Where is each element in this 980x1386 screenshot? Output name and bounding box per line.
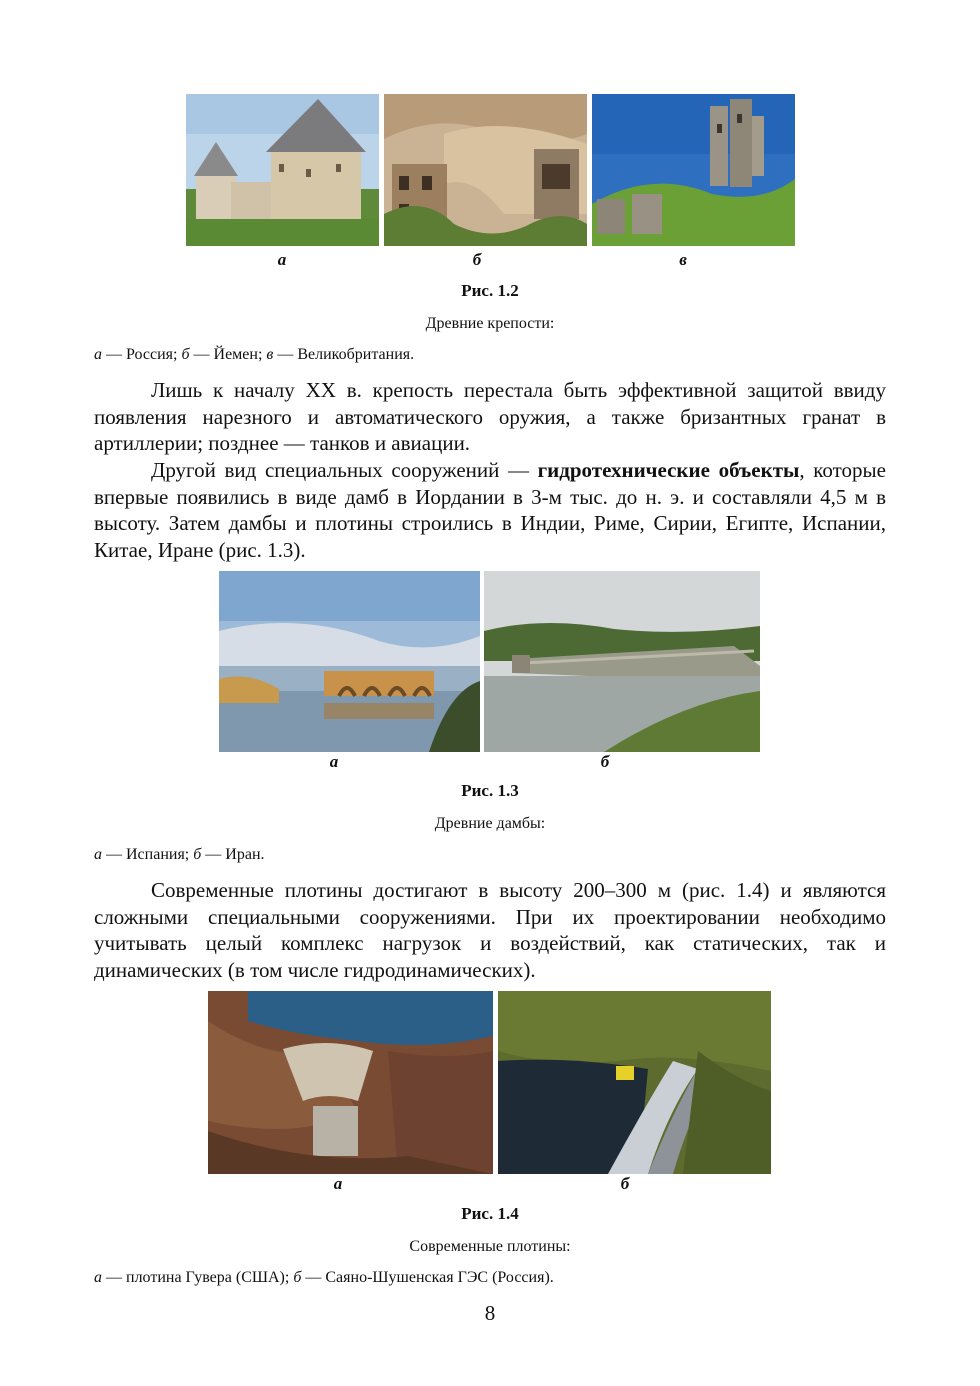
paragraph-1: Лишь к началу XX в. крепость перестала быть эффективной защитой ввиду появления нарезного и автоматического оружия, а также бризантных гранат в артиллерии; позднее — танков и авиации.: [94, 378, 886, 456]
paragraph-2-end: , которые впервые появились в виде дамб в Иордании в 3-м тыс. до н. э. и составляли 4,5 м в высоту. Затем дамбы и плотины строились в Индии, Риме, Сирии, Египте, Испании, Китае, Иране (рис. 1.3).: [94, 458, 886, 563]
paragraph-3: Современные плотины достигают в высоту 200–300 м (рис. 1.4) и являются сложными специальными сооружениями. При их проектировании необходимо учитывать целый комплекс нагрузок и воздействий, как статических, так и динамических (в том числе гидродинамических).: [94, 878, 886, 983]
legend-text: — Россия;: [102, 346, 182, 363]
legend-letter: а: [94, 846, 102, 863]
legend-text: — Иран.: [201, 846, 265, 863]
paragraph-2-start: Другой вид специальных сооружений —: [151, 458, 538, 482]
legend-text: — Испания;: [102, 846, 194, 863]
figure-1-3-legend: [94, 846, 265, 864]
photo-ancient-dam-spain: [219, 571, 480, 752]
figure-1-3-label-a: а: [329, 752, 339, 771]
figure-1-2-legend: [94, 346, 414, 364]
legend-letter: б: [193, 846, 202, 863]
figure-1-4-caption: Современные плотины:: [409, 1238, 571, 1255]
figure-1-2-label-b: б: [472, 250, 482, 269]
figure-1-2-label-a: а: [277, 250, 287, 269]
legend-letter: а: [94, 346, 102, 363]
legend-letter: в: [266, 346, 274, 363]
figure-1-4-label-b: б: [620, 1174, 630, 1193]
figure-1-2-title: Рис. 1.2: [461, 281, 519, 300]
figure-1-3-title: Рис. 1.3: [461, 781, 519, 800]
legend-letter: а: [94, 1269, 102, 1286]
figure-1-4-title: Рис. 1.4: [461, 1204, 519, 1223]
figure-1-2-label-v: в: [679, 250, 687, 269]
legend-text: — плотина Гувера (США);: [102, 1269, 294, 1286]
figure-1-3-caption: Древние дамбы:: [434, 815, 546, 832]
figure-1-4-label-a: а: [333, 1174, 343, 1193]
paragraph-2-term: гидротехнические объекты: [537, 458, 800, 482]
figure-1-4-legend: [94, 1269, 554, 1287]
figure-1-2-caption: Древние крепости:: [425, 315, 555, 332]
legend-letter: б: [293, 1269, 302, 1286]
photo-hoover-dam: [208, 991, 493, 1174]
legend-text: — Саяно-Шушенская ГЭС (Россия).: [301, 1269, 554, 1286]
legend-text: — Великобритания.: [273, 346, 415, 363]
paragraph-2: [94, 457, 886, 564]
figure-1-3-label-b: б: [600, 752, 610, 771]
photo-castle-great-britain: [592, 94, 795, 246]
page-number: 8: [484, 1301, 496, 1325]
legend-text: — Йемен;: [189, 346, 267, 363]
photo-ancient-dam-iran: [484, 571, 760, 752]
legend-letter: б: [181, 346, 190, 363]
photo-fortress-yemen: [384, 94, 587, 246]
photo-fortress-russia: [186, 94, 379, 246]
photo-sayano-shushenskaya-dam: [498, 991, 771, 1174]
